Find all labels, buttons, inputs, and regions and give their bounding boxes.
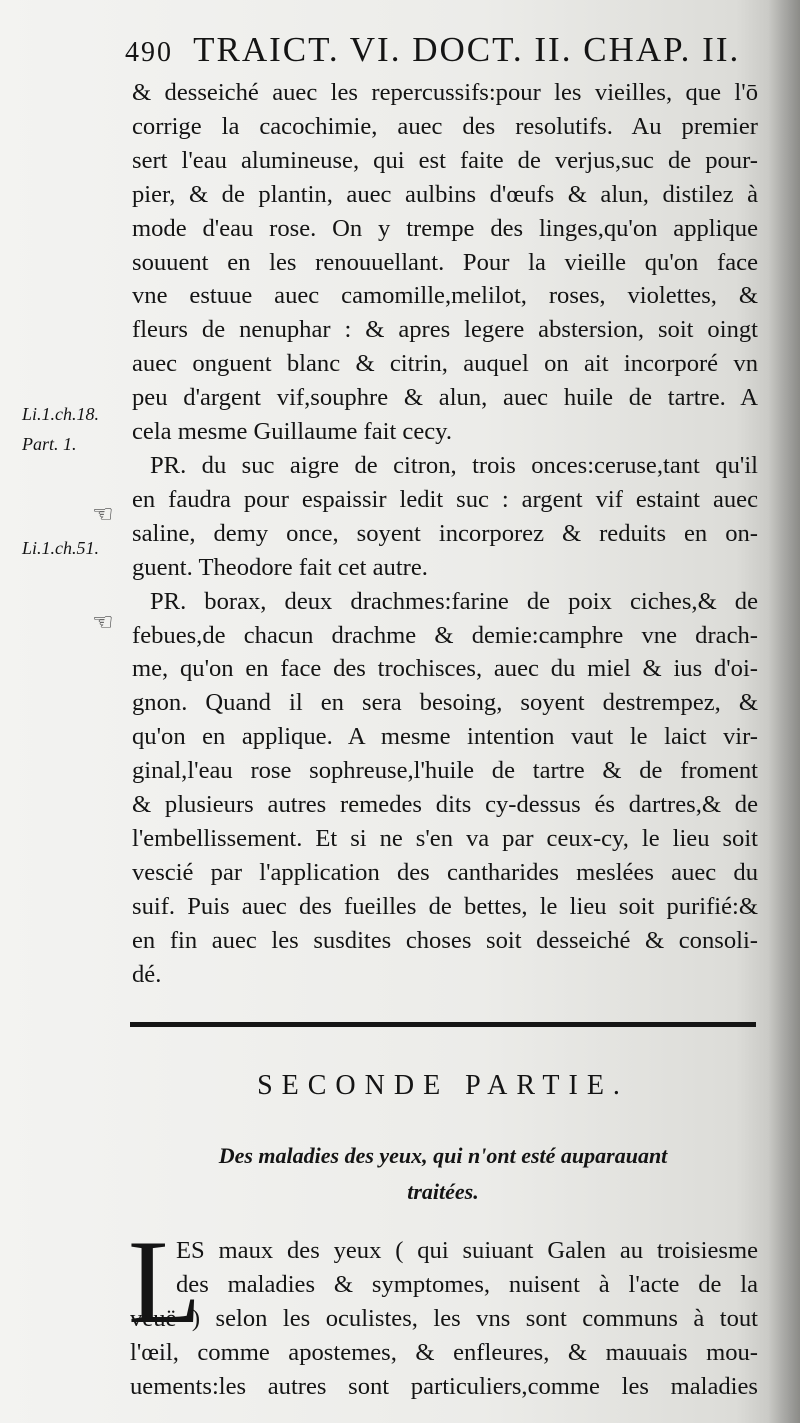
text-line: sert l'eau alumineuse, qui est faite de verjus,suc de pour- (132, 146, 758, 174)
running-header (125, 30, 765, 80)
text-line: des maladies & symptomes, nuisent à l'acte de la (176, 1270, 758, 1298)
section-title: SECONDE PARTIE. (257, 1070, 629, 1101)
text-line: uements:les autres sont particuliers,comme les maladies (130, 1372, 758, 1400)
margin-note-reference: Part. 1. (22, 434, 77, 454)
drop-capital: L (128, 1215, 202, 1348)
text-line: en fin auec les susdites choses soit desseiché & consoli- (132, 926, 758, 954)
text-line: corrige la cacochimie, auec des resolutifs. Au premier (132, 112, 758, 140)
text-line: l'embellissement. Et si ne s'en va par ceux-cy, le lieu soit (132, 824, 758, 852)
text-line: vne estuue auec camomille,melilot, roses, violettes, & (132, 282, 758, 310)
text-line: saline, demy once, soyent incorporez & reduits en on- (132, 519, 758, 547)
text-line: auec onguent blanc & citrin, auquel on ait incorporé vn (132, 350, 758, 378)
running-title: TRAICT. VI. DOCT. II. CHAP. II. (193, 30, 741, 69)
chapter-opening-text (130, 1234, 758, 1404)
text-line: qu'on en applique. A mesme intention vaut le laict vir- (132, 723, 758, 751)
text-line: veuë ) selon les oculistes, les vns sont communs à tout (130, 1304, 758, 1332)
text-line: pier, & de plantin, auec aulbins d'œufs & alun, distilez à (132, 180, 758, 208)
margin-note-reference: Li.1.ch.51. (22, 538, 100, 558)
text-line: guent. Theodore fait cet autre. (132, 553, 428, 581)
page-edge-shadow (768, 0, 800, 1423)
text-line: fleurs de nenuphar : & apres legere abstersion, soit oingt (132, 316, 758, 344)
subtitle-line: traitées. (407, 1179, 479, 1204)
text-line: dé. (132, 960, 162, 988)
subtitle-line: Des maladies des yeux, qui n'ont esté auparauant (218, 1143, 668, 1168)
recipe-line: PR. borax, deux drachmes:farine de poix ciches,& de (150, 587, 758, 615)
section-subtitle (130, 1138, 756, 1210)
text-line: ES maux des yeux ( qui suiuant Galen au troisiesme (176, 1237, 758, 1264)
text-line: & desseiché auec les repercussifs:pour les vieilles, que l'ō (132, 79, 758, 106)
section-divider-rule (130, 1018, 756, 1030)
text-line: souuent en les renouuellant. Pour la vieille qu'on face (132, 248, 758, 276)
main-text-block (132, 76, 758, 991)
text-line: peu d'argent vif,souphre & alun, auec huile de tartre. A (132, 384, 758, 412)
pointing-hand-icon: ☜ (92, 610, 114, 636)
text-line: ginal,l'eau rose sophreuse,l'huile de tartre & de froment (132, 757, 758, 785)
text-line: l'œil, comme apostemes, & enfleures, & mauuais mou- (130, 1338, 758, 1366)
text-line: vescié par l'application des cantharides meslées auec du (132, 858, 758, 886)
text-line: me, qu'on en face des trochisces, auec du miel & ius d'oi- (132, 655, 758, 683)
page-number: 490 (125, 37, 173, 68)
text-line: en faudra pour espaissir ledit suc : argent vif estaint auec (132, 485, 758, 513)
recipe-line: PR. du suc aigre de citron, trois onces:ceruse,tant qu'il (150, 451, 758, 479)
text-line: mode d'eau rose. On y trempe des linges,qu'on applique (132, 214, 758, 242)
text-line: febues,de chacun drachme & demie:camphre vne drach- (132, 621, 758, 649)
text-line: cela mesme Guillaume fait cecy. (132, 418, 453, 446)
margin-note-reference: Li.1.ch.18. (22, 404, 100, 424)
text-line: & plusieurs autres remedes dits cy-dessus és dartres,& de (132, 791, 758, 819)
text-line: suif. Puis auec des fueilles de bettes, le lieu soit purifié:& (132, 892, 758, 920)
pointing-hand-icon: ☜ (92, 502, 114, 528)
text-line: gnon. Quand il en sera besoing, soyent destrempez, & (132, 689, 758, 717)
